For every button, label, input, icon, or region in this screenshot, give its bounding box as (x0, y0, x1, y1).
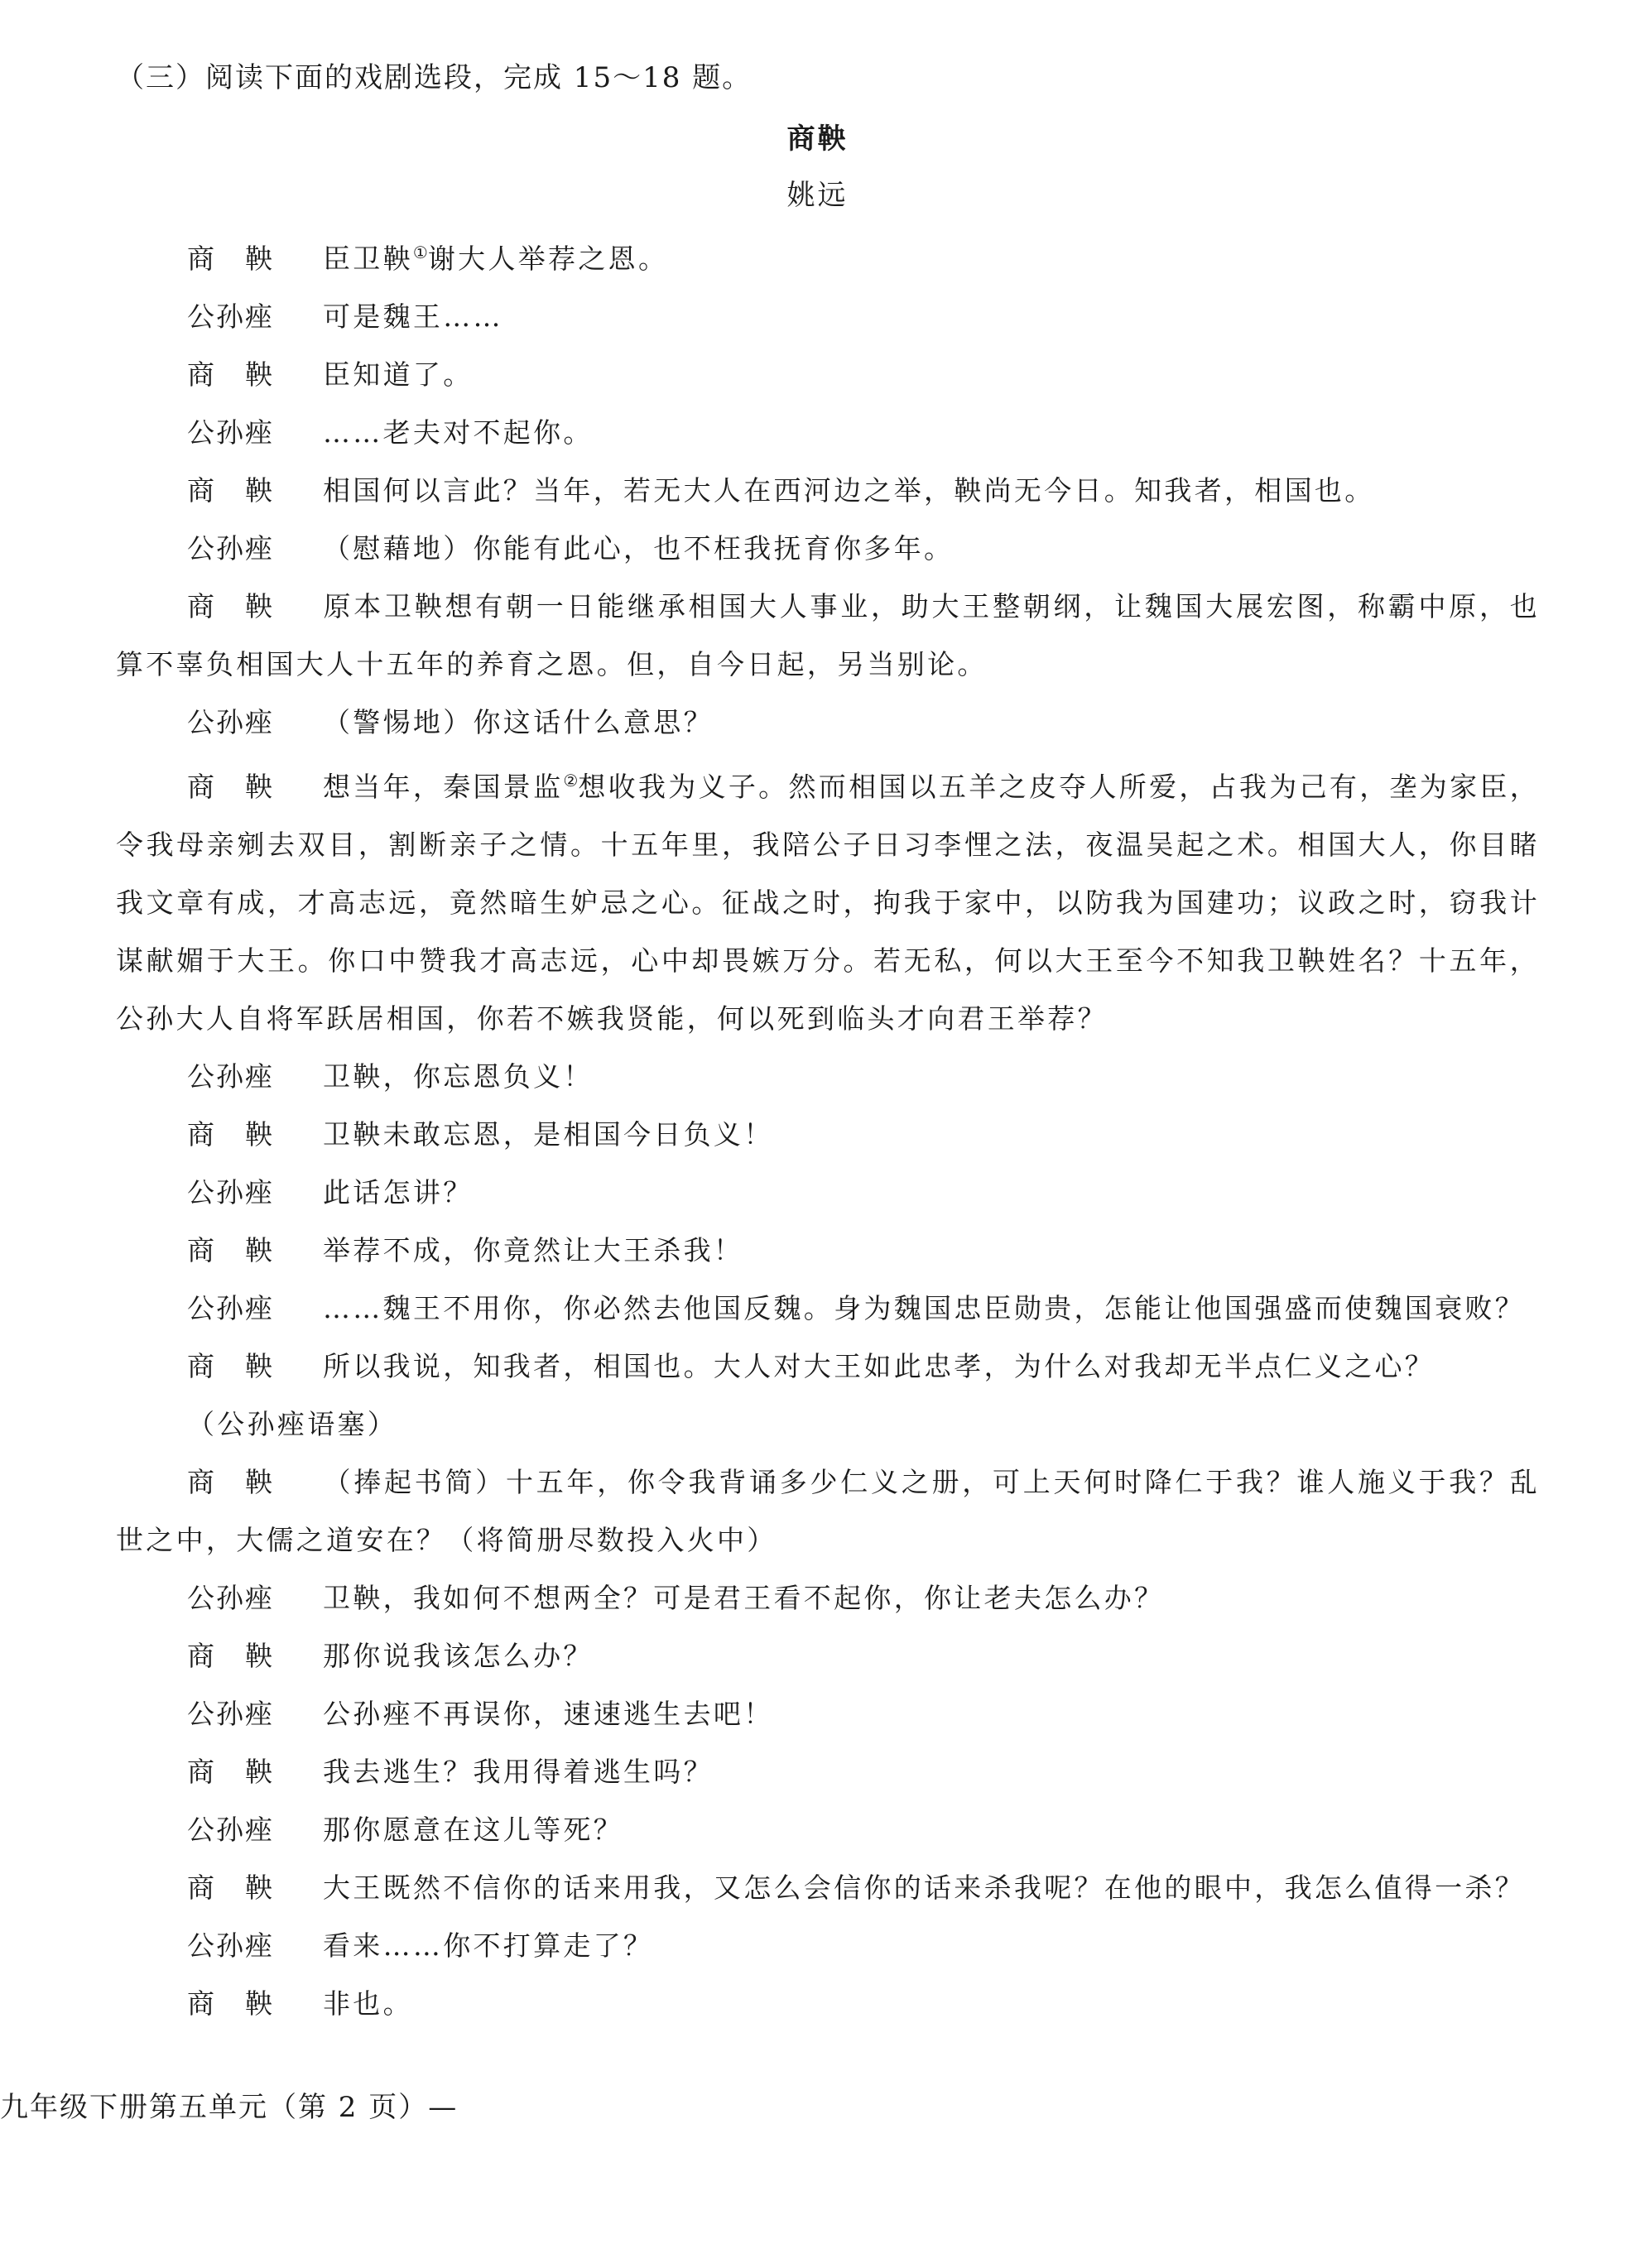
speech-text: 想收我为义子。然而相国以五羊之皮夺人所爱，占我为己有，垄为家臣，令我母亲剜去双目，割断亲子之情。十五年里，我陪公子日习李悝之法，夜温吴起之术。相国大人，你目睹我文章有成，才高志远，竟然暗生妒忌之心。征战之时，拘我于家中，以防我为国建功；议政之时，窃我计谋献媚于大王。你口中赞我才高志远，心中却畏嫉万分。若无私，何以大王至今不知我卫鞅姓名？十五年，公孙大人自将军跃居相国，你若不嫉我贤能，何以死到临头才向君王举荐？ (116, 771, 1540, 1035)
dialogue-line (116, 1222, 1540, 1280)
speech-text: 可是魏王…… (323, 300, 503, 333)
speaker-name: 商 鞅 (187, 474, 274, 507)
speech-text: 我去逃生？我用得着逃生吗？ (323, 1756, 714, 1788)
speech-text: 所以我说，知我者，相国也。大人对大王如此忠孝，为什么对我却无半点仁义之心？ (323, 1350, 1435, 1382)
speaker-name: 商 鞅 (187, 1118, 274, 1151)
dialogue-line (116, 223, 1540, 288)
dialogue-line (116, 520, 1540, 578)
dialogue-line (116, 1975, 1540, 2033)
speech-text: 此话怎讲？ (323, 1176, 474, 1208)
speaker-name: 商 鞅 (187, 1350, 274, 1382)
footnote-marker: ② (563, 771, 579, 790)
speech-text: 大王既然不信你的话来用我，又怎么会信你的话来杀我呢？在他的眼中，我怎么值得一杀？ (323, 1872, 1525, 1904)
speaker-name: 商 鞅 (187, 590, 274, 622)
speaker-name: 商 鞅 (187, 1466, 274, 1498)
dialogue-line (116, 694, 1540, 752)
dialogue-line (116, 1801, 1540, 1859)
drama-author: 姚远 (786, 179, 849, 212)
speaker-name: 公孙痤 (187, 1698, 274, 1730)
speech-text: 卫鞅，我如何不想两全？可是君王看不起你，你让老夫怎么办？ (323, 1582, 1165, 1614)
dialogue-line (116, 578, 1540, 694)
dialogue-line (116, 1743, 1540, 1801)
dialogue-line (116, 1685, 1540, 1743)
speech-text: （慰藉地）你能有此心，也不枉我抚育你多年。 (323, 532, 955, 565)
dialogue-line (116, 1164, 1540, 1222)
speaker-name: 商 鞅 (187, 771, 274, 803)
speaker-name: 商 鞅 (187, 358, 274, 391)
speech-text: 卫鞅，你忘恩负义！ (323, 1060, 594, 1093)
dialogue-line (116, 1280, 1540, 1338)
speech-text: 原本卫鞅想有朝一日能继承相国大人事业，助大王整朝纲，让魏国大展宏图，称霸中原，也算不辜负相国大人十五年的养育之恩。但，自今日起，另当别论。 (116, 590, 1540, 680)
dialogue-line (116, 1569, 1540, 1627)
dialogue-line (116, 752, 1540, 1048)
speech-text: （公孙痤语塞） (187, 1408, 398, 1440)
speaker-name: 公孙痤 (187, 1582, 274, 1614)
speaker-name: 公孙痤 (187, 1176, 274, 1208)
speaker-name: 商 鞅 (187, 1987, 274, 2020)
dialogue-line (116, 1859, 1540, 1917)
dialogue-line (116, 1106, 1540, 1164)
dialogue-line (116, 1627, 1540, 1685)
speaker-name: 商 鞅 (187, 1756, 274, 1788)
speaker-name: 商 鞅 (187, 1640, 274, 1672)
speaker-name: 公孙痤 (187, 532, 274, 565)
footnote-marker: ① (412, 243, 428, 262)
dialogue-line (116, 1048, 1540, 1106)
speech-text: 那你愿意在这儿等死？ (323, 1814, 623, 1846)
dialogue-line (116, 1454, 1540, 1569)
speech-text: 卫鞅未敢忘恩，是相国今日负义！ (323, 1118, 774, 1151)
speech-text: 看来……你不打算走了？ (323, 1929, 654, 1962)
speaker-name: 公孙痤 (187, 1292, 274, 1324)
speech-text: 公孙痤不再误你，速速逃生去吧！ (323, 1698, 774, 1730)
speech-text: 那你说我该怎么办？ (323, 1640, 594, 1672)
speech-text: 臣卫鞅 (323, 243, 413, 275)
speech-text: 非也。 (323, 1987, 413, 2020)
speech-text: 举荐不成，你竟然让大王杀我！ (323, 1234, 744, 1266)
drama-title: 商鞅 (786, 123, 849, 156)
dialogue-line (116, 404, 1540, 462)
speaker-name: 商 鞅 (187, 1872, 274, 1904)
speech-text: 谢大人举荐之恩。 (427, 243, 669, 275)
dialogue-line (116, 1917, 1540, 1975)
speaker-name: 公孙痤 (187, 1814, 274, 1846)
dialogue-line (116, 462, 1540, 520)
speech-text: （警惕地）你这话什么意思？ (323, 706, 714, 738)
speech-text: ……老夫对不起你。 (323, 416, 594, 449)
speaker-name: 商 鞅 (187, 1234, 274, 1266)
speaker-name: 公孙痤 (187, 706, 274, 738)
dialogue-body (116, 223, 1540, 2033)
speaker-name: 公孙痤 (187, 1929, 274, 1962)
speaker-name: 商 鞅 (187, 243, 274, 275)
speech-text: 臣知道了。 (323, 358, 474, 391)
question-instruction: （三）阅读下面的戏剧选段，完成 15～18 题。 (116, 61, 753, 94)
dialogue-line (116, 346, 1540, 404)
dialogue-line (116, 1396, 1540, 1454)
speech-text: ……魏王不用你，你必然去他国反魏。身为魏国忠臣勋贵，怎能让他国强盛而使魏国衰败？ (323, 1292, 1525, 1324)
speaker-name: 公孙痤 (187, 416, 274, 449)
speech-text: 相国何以言此？当年，若无大人在西河边之举，鞅尚无今日。知我者，相国也。 (323, 474, 1375, 507)
speech-text: （捧起书简）十五年，你令我背诵多少仁义之册，可上天何时降仁于我？谁人施义于我？乱世之中，大儒之道安在？（将简册尽数投入火中） (116, 1466, 1540, 1556)
speaker-name: 公孙痤 (187, 300, 274, 333)
page-footer: 九年级下册第五单元（第 2 页）— (0, 2091, 459, 2124)
speech-text: 想当年，秦国景监 (323, 771, 564, 803)
dialogue-line (116, 1338, 1540, 1396)
speaker-name: 公孙痤 (187, 1060, 274, 1093)
dialogue-line (116, 288, 1540, 346)
